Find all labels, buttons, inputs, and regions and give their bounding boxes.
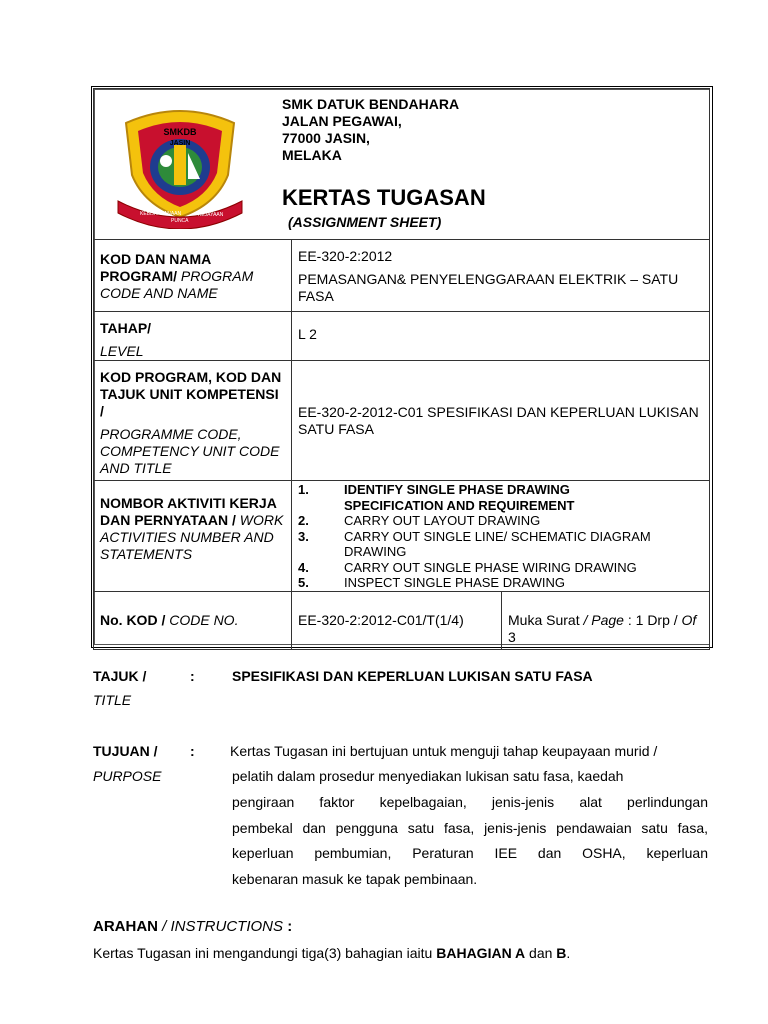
competency-value: EE-320-2-2012-C01 SPESIFIKASI DAN KEPERLUAN LUKISAN SATU FASA [292, 361, 710, 481]
document-title: KERTAS TUGASAN [282, 185, 486, 210]
logo-ribbon-mid: PUNCA [171, 218, 189, 224]
code-no-label-cell [94, 591, 292, 649]
instruction-end: . [566, 945, 571, 961]
list-item: 3. CARRY OUT SINGLE LINE/ SCHEMATIC DIAGRAM DRAWING [298, 528, 651, 559]
arahan-colon: : [287, 918, 293, 935]
level-value: L 2 [292, 312, 710, 361]
logo-mid-text: JASIN [169, 140, 191, 147]
page-current: : 1 Drp / [627, 611, 678, 628]
level-label-en: LEVEL [100, 343, 144, 359]
school-line: 77000 JASIN, [282, 130, 370, 146]
logo-ribbon-left: KEBIJAKSANAAN [140, 211, 182, 217]
page-label-en: / Page [583, 611, 624, 628]
header-cell [94, 89, 710, 240]
competency-label-cell [94, 361, 292, 481]
instruction-mid: dan [529, 945, 553, 961]
code-no-label-en: CODE NO. [169, 611, 239, 628]
level-label-cell [94, 312, 292, 361]
tujuan-colon: : [190, 743, 195, 759]
purpose-line: pembekal dan pengguna satu fasa, jenis-jenis pendawaian satu fasa, [232, 820, 708, 836]
list-item: 5. INSPECT SINGLE PHASE DRAWING [298, 575, 566, 590]
activities-label: NOMBOR AKTIVITI KERJA DAN PERNYATAAN / [100, 495, 277, 528]
purpose-line: keperluan pembumian, Peraturan IEE dan OSHA, keperluan [232, 845, 708, 861]
program-label-en: PROGRAM CODE AND NAME [100, 268, 254, 301]
list-item: 1. IDENTIFY SINGLE PHASE DRAWING SPECIFICATION AND REQUIREMENT [298, 482, 575, 513]
school-address [282, 96, 459, 164]
activities-list [292, 481, 709, 591]
purpose-line: pengiraan faktor kepelbagaian, jenis-jenis alat perlindungan [232, 794, 708, 810]
arahan-heading [93, 918, 292, 935]
activities-value-cell [292, 481, 710, 592]
tujuan-label-en: PURPOSE [93, 768, 162, 784]
school-line: JALAN PEGAWAI, [282, 113, 402, 129]
purpose-line: pelatih dalam prosedur menyediakan lukisan satu fasa, kaedah [232, 768, 624, 784]
list-item: 2. CARRY OUT LAYOUT DRAWING [298, 513, 541, 528]
program-label: KOD DAN NAMA PROGRAM/ [100, 251, 211, 284]
page-prefix: Muka Surat [508, 611, 580, 628]
code-no-value: EE-320-2:2012-C01/T(1/4) [292, 591, 502, 649]
tajuk-colon: : [190, 668, 195, 684]
program-code: EE-320-2:2012 [298, 248, 393, 264]
instruction-pre: Kertas Tugasan ini mengandungi tiga(3) bahagian iaitu [93, 945, 433, 961]
tajuk-value: SPESIFIKASI DAN KEPERLUAN LUKISAN SATU FASA [232, 668, 593, 684]
purpose-line: kebenaran masuk ke tapak pembinaan. [232, 871, 478, 887]
program-name: PEMASANGAN& PENYELENGGARAAN ELEKTRIK – SATU FASA [298, 271, 679, 304]
level-label: TAHAP/ [100, 320, 152, 336]
competency-label: KOD PROGRAM, KOD DAN TAJUK UNIT KOMPETENSI / [100, 369, 282, 419]
tajuk-label-en: TITLE [93, 692, 132, 708]
tujuan-label: TUJUAN / [93, 743, 158, 759]
arahan-label-en: / INSTRUCTIONS [162, 918, 284, 935]
logo-top-text: SMKDB [163, 127, 197, 137]
school-crest-icon [116, 105, 244, 229]
assignment-header-table [93, 88, 710, 650]
program-value-cell [292, 240, 710, 312]
instruction-part-b: B [556, 945, 567, 961]
page-total: 3 [508, 628, 516, 645]
activities-label-cell [94, 481, 292, 592]
logo-ribbon-right: KEJAYAAN [198, 212, 224, 218]
list-item: 4. CARRY OUT SINGLE PHASE WIRING DRAWING [298, 559, 637, 575]
activities-label-en: WORK ACTIVITIES NUMBER AND STATEMENTS [100, 512, 284, 562]
purpose-line: Kertas Tugasan ini bertujuan untuk menguji tahap keupayaan murid / [230, 743, 658, 759]
arahan-label: ARAHAN [93, 918, 158, 935]
instruction-part-a: BAHAGIAN A [436, 945, 526, 961]
program-label-cell [94, 240, 292, 312]
page-of: Of [681, 611, 697, 628]
school-line: SMK DATUK BENDAHARA [282, 96, 460, 112]
competency-label-en: PROGRAMME CODE, COMPETENCY UNIT CODE AND TITLE [100, 426, 280, 476]
instruction-text [93, 945, 570, 961]
tajuk-label: TAJUK / [93, 668, 147, 684]
document-subtitle: (ASSIGNMENT SHEET) [288, 214, 442, 230]
school-line: MELAKA [282, 147, 342, 163]
code-no-label: No. KOD / [100, 611, 166, 628]
page-number-cell [502, 591, 710, 649]
